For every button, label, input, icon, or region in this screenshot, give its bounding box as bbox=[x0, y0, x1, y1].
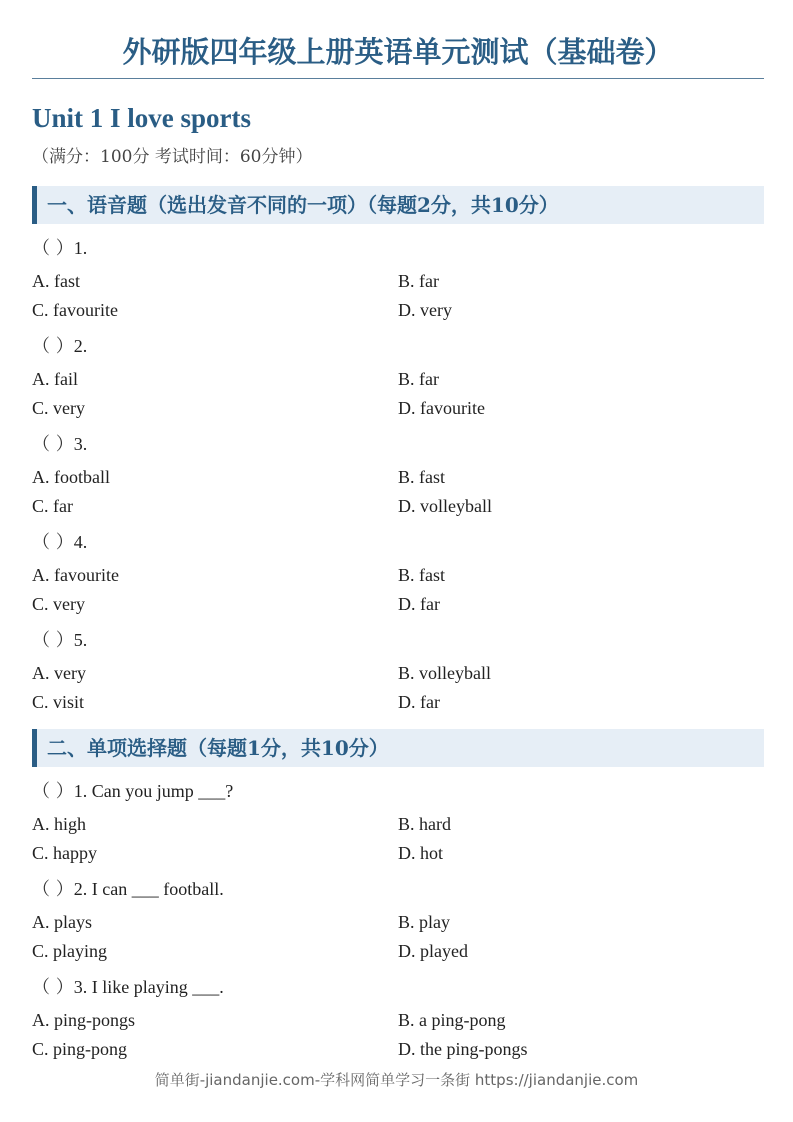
question-stem: 4. bbox=[73, 532, 88, 552]
option-b: B. fast bbox=[398, 467, 445, 487]
option-d: D. volleyball bbox=[398, 496, 492, 516]
question-stem: 2. bbox=[73, 336, 88, 356]
option-b: B. fast bbox=[398, 565, 445, 585]
option-d: D. far bbox=[398, 692, 440, 712]
question-stem: 1. Can you jump ___? bbox=[73, 781, 234, 801]
answer-blank[interactable]: （ ） bbox=[32, 781, 74, 802]
option-c: C. very bbox=[32, 594, 85, 614]
page-footer: 简单街-jiandanjie.com-学科网简单学习一条街 https://jiandanjie.com bbox=[154, 1071, 639, 1089]
option-d: D. the ping-pongs bbox=[398, 1039, 528, 1059]
option-b: B. a ping-pong bbox=[398, 1010, 506, 1030]
question-stem: 1. bbox=[73, 238, 88, 258]
option-c: C. happy bbox=[32, 843, 97, 863]
section-1-heading: 一、语音题（选出发音不同的一项）（每题2分，共10分） bbox=[47, 193, 559, 217]
option-d: D. played bbox=[398, 941, 468, 961]
option-a: A. fail bbox=[32, 369, 78, 389]
question-1-2 bbox=[32, 333, 87, 360]
option-c: C. favourite bbox=[32, 300, 118, 320]
question-stem: 3. I like playing ___. bbox=[73, 977, 224, 997]
section-2-header bbox=[32, 729, 764, 767]
answer-blank[interactable]: （ ） bbox=[32, 238, 74, 259]
question-1-5 bbox=[32, 627, 87, 654]
option-d: D. hot bbox=[398, 843, 443, 863]
option-a: A. high bbox=[32, 814, 86, 834]
question-2-3 bbox=[32, 974, 224, 1001]
option-c: C. playing bbox=[32, 941, 107, 961]
option-a: A. ping-pongs bbox=[32, 1010, 135, 1030]
answer-blank[interactable]: （ ） bbox=[32, 879, 74, 900]
option-a: A. plays bbox=[32, 912, 92, 932]
unit-title: Unit 1 I love sports bbox=[32, 103, 252, 133]
answer-blank[interactable]: （ ） bbox=[32, 532, 74, 553]
option-a: A. football bbox=[32, 467, 110, 487]
question-stem: 3. bbox=[73, 434, 88, 454]
option-b: B. hard bbox=[398, 814, 451, 834]
section-2-heading: 二、单项选择题（每题1分，共10分） bbox=[47, 736, 389, 760]
section-1-header bbox=[32, 186, 764, 224]
option-c: C. far bbox=[32, 496, 73, 516]
option-d: D. favourite bbox=[398, 398, 485, 418]
option-a: A. favourite bbox=[32, 565, 119, 585]
answer-blank[interactable]: （ ） bbox=[32, 336, 74, 357]
option-c: C. very bbox=[32, 398, 85, 418]
question-1-3 bbox=[32, 431, 87, 458]
question-1-1 bbox=[32, 235, 87, 262]
question-1-4 bbox=[32, 529, 87, 556]
option-a: A. fast bbox=[32, 271, 80, 291]
page-title: 外研版四年级上册英语单元测试（基础卷） bbox=[122, 35, 674, 69]
answer-blank[interactable]: （ ） bbox=[32, 630, 74, 651]
answer-blank[interactable]: （ ） bbox=[32, 977, 74, 998]
option-a: A. very bbox=[32, 663, 86, 683]
option-b: B. far bbox=[398, 271, 439, 291]
question-2-1 bbox=[32, 778, 233, 805]
question-2-2 bbox=[32, 876, 224, 903]
option-d: D. far bbox=[398, 594, 440, 614]
option-d: D. very bbox=[398, 300, 452, 320]
title-divider bbox=[32, 78, 764, 79]
option-b: B. volleyball bbox=[398, 663, 491, 683]
exam-meta: （满分：100分 考试时间：60分钟） bbox=[32, 147, 313, 167]
option-c: C. visit bbox=[32, 692, 85, 712]
question-stem: 2. I can ___ football. bbox=[73, 879, 224, 899]
answer-blank[interactable]: （ ） bbox=[32, 434, 74, 455]
option-b: B. far bbox=[398, 369, 439, 389]
option-b: B. play bbox=[398, 912, 450, 932]
option-c: C. ping-pong bbox=[32, 1039, 128, 1059]
question-stem: 5. bbox=[73, 630, 88, 650]
